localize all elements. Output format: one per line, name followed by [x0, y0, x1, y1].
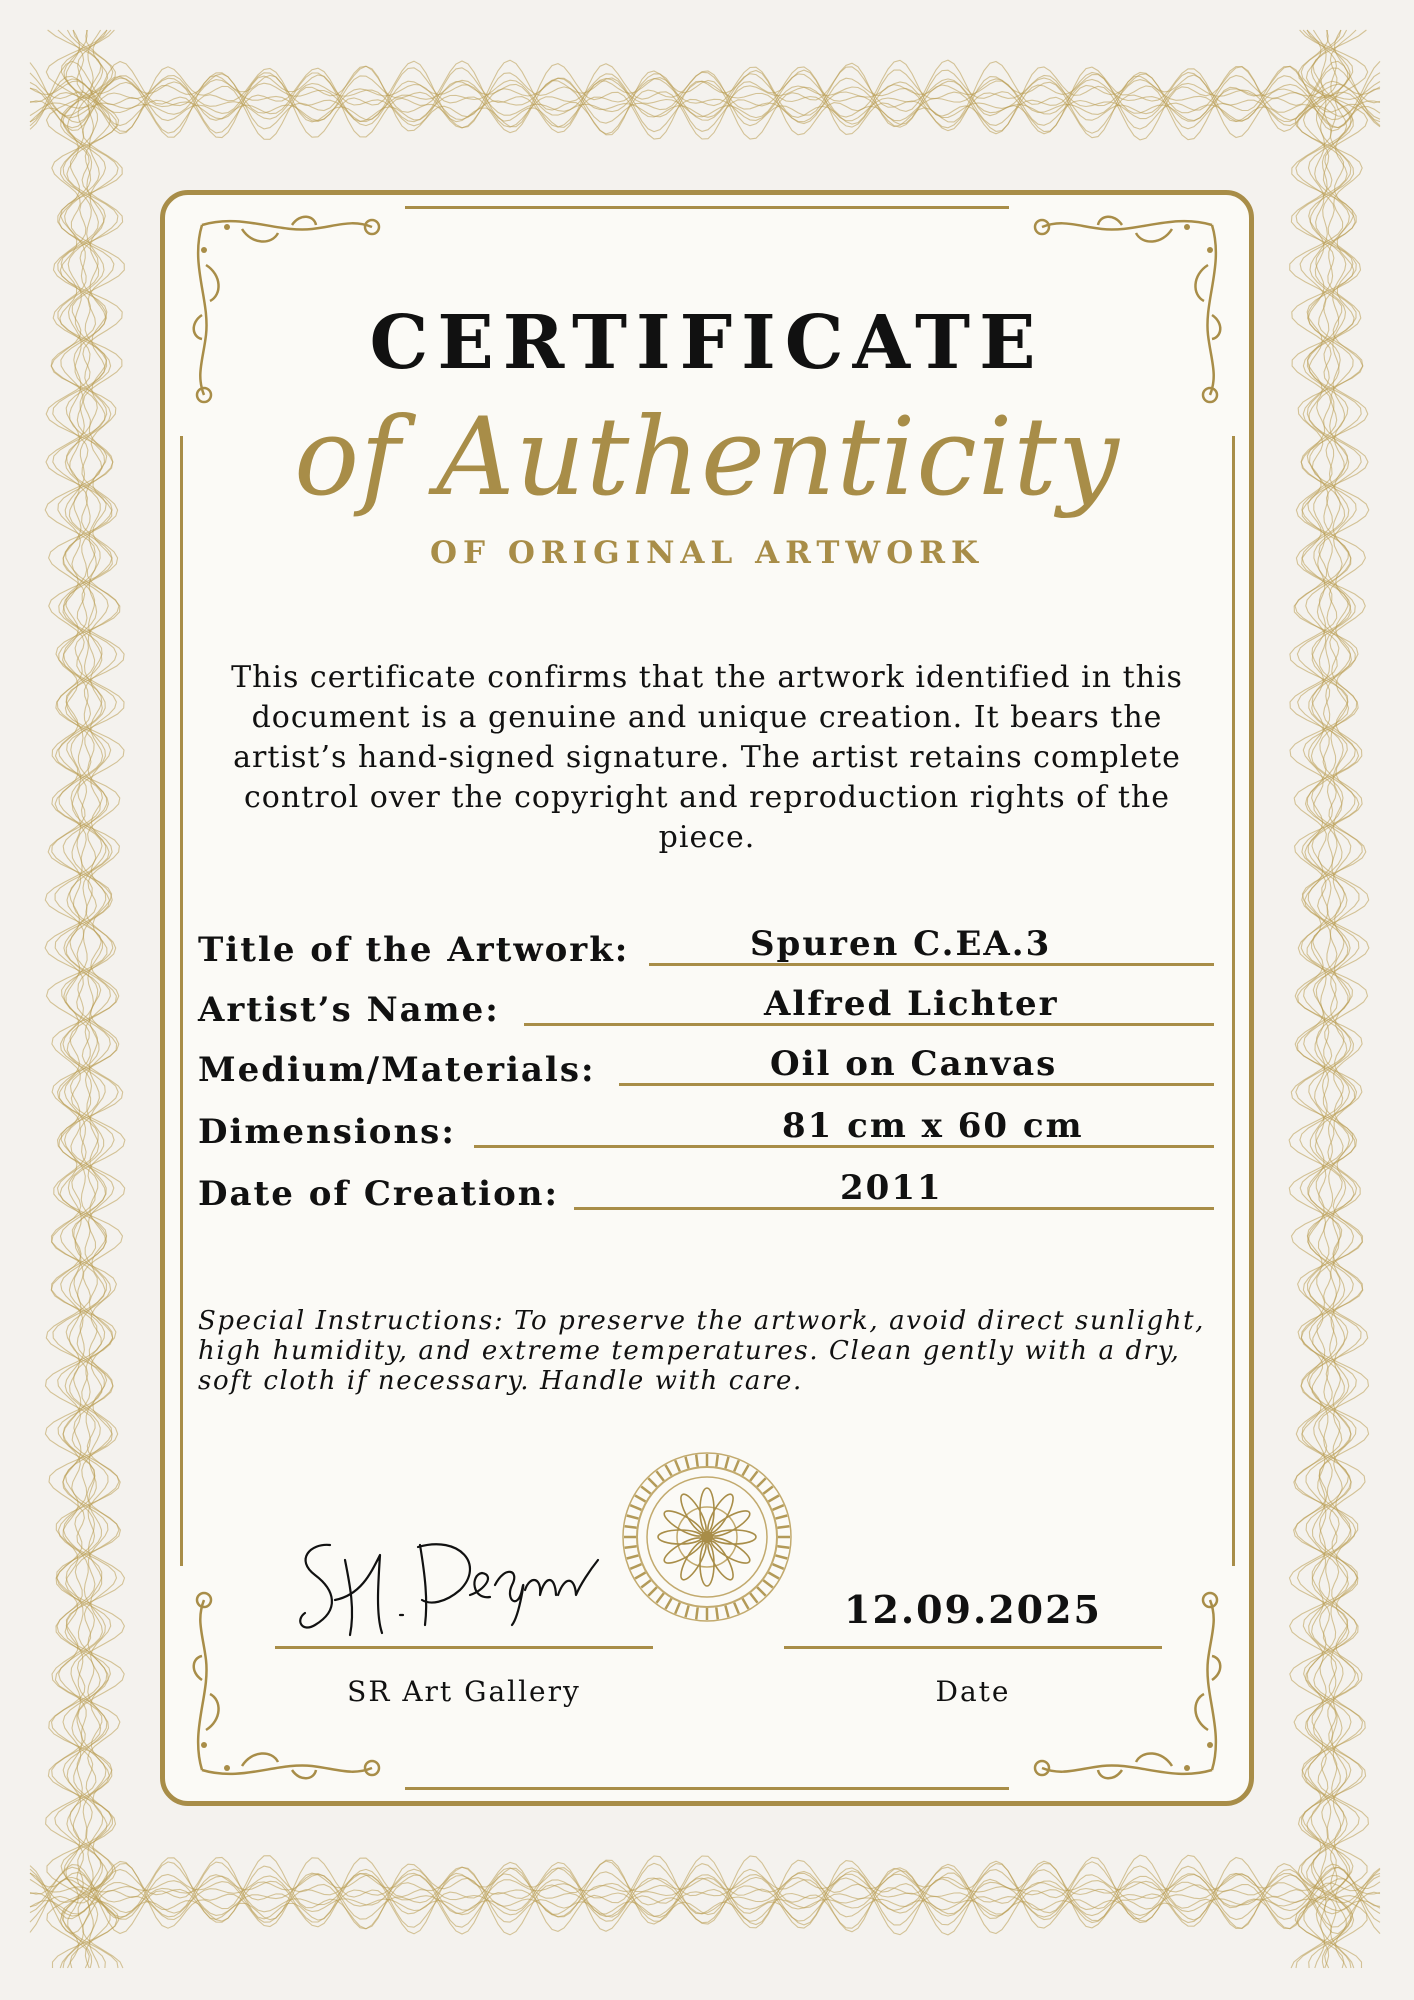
field-dimensions: [198, 1102, 1214, 1152]
date-line: [784, 1646, 1162, 1649]
field-dimensions-label: Dimensions:: [198, 1112, 456, 1152]
right-rule: [1232, 436, 1235, 1566]
field-dimensions-value: 81 cm x 60 cm: [782, 1106, 1084, 1146]
handwritten-signature: [290, 1515, 620, 1650]
field-title-value: Spuren C.EA.3: [750, 924, 1052, 964]
field-medium-value: Oil on Canvas: [770, 1044, 1058, 1084]
field-title-label: Title of the Artwork:: [198, 930, 630, 970]
bottom-rule: [405, 1787, 1009, 1790]
field-medium-label: Medium/Materials:: [198, 1050, 596, 1090]
certificate-tagline: OF ORIGINAL ARTWORK: [430, 535, 984, 571]
field-date-value: 2011: [840, 1168, 943, 1208]
field-date: [198, 1164, 1214, 1214]
signature-date-value: 12.09.2025: [844, 1587, 1102, 1632]
field-title: [198, 920, 1214, 970]
gold-seal-icon: [620, 1450, 794, 1624]
certificate-subtitle: of Authenticity: [294, 395, 1120, 520]
field-artist-label: Artist’s Name:: [198, 990, 500, 1030]
intro-paragraph: This certificate confirms that the artwork identified in this document is a genuine and unique creation. It bears the artist’s hand-signed signature. The artist retains complete control over the copyright and reproduction rights of the piece.: [231, 660, 1183, 855]
date-caption: Date: [935, 1675, 1011, 1708]
special-instructions: Special Instructions: To preserve the artwork, avoid direct sunlight, high humidity, and extreme temperatures. Clean gently with a dry, soft cloth if necessary. Handle with care.: [198, 1306, 1205, 1396]
top-rule: [405, 206, 1009, 209]
signature-line: [275, 1646, 653, 1649]
field-date-label: Date of Creation:: [198, 1174, 560, 1214]
left-rule: [180, 436, 183, 1566]
field-medium: [198, 1040, 1214, 1090]
signature-caption: SR Art Gallery: [347, 1675, 581, 1708]
field-artist-value: Alfred Lichter: [764, 984, 1059, 1024]
certificate-title: CERTIFICATE: [369, 300, 1045, 386]
field-artist: [198, 980, 1214, 1030]
